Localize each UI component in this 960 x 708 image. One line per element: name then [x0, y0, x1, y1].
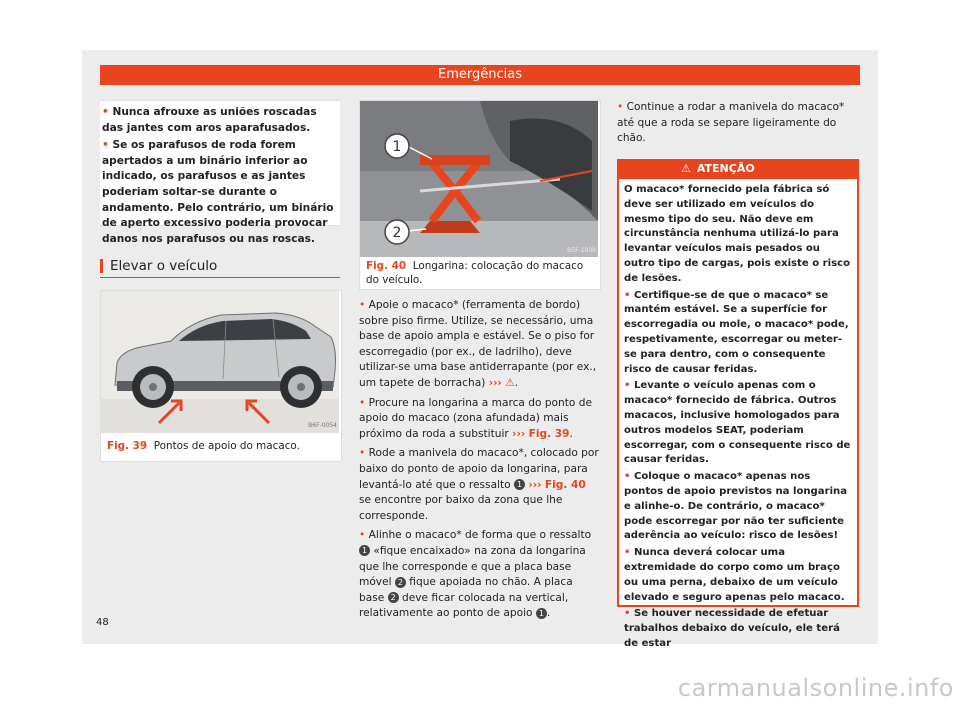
figure-caption: Fig. 39 Pontos de apoio do macaco. — [107, 440, 300, 452]
bullet-icon: • — [624, 471, 634, 483]
warning-triangle-icon: ⚠ — [505, 376, 515, 389]
warning-intro: O macaco* fornecido pela fábrica só deve ser utilizado em veículos do mesmo tipo do seu. Não deve em circunstância nenhuma utilizá-lo para levantar veículos mais pesados ou outro tipo de cargas, pois existe o risco de lesões. — [624, 184, 851, 284]
warning-item: • Levante o veículo apenas com o macaco* fornecido de fábrica. Outros macacos, inclusive homologados para outros modelos SEAT, poderiam escorregar, com o consequente risco de causar feridas. — [624, 380, 851, 466]
bullet-icon: • — [624, 380, 634, 392]
callout-number: 1 — [536, 608, 547, 619]
middle-text — [359, 298, 601, 622]
bullet-icon: • — [102, 106, 113, 118]
figure-link[interactable]: Fig. 40 — [544, 478, 586, 491]
callout-number: 1 — [359, 545, 370, 556]
bullet-icon: • — [624, 608, 634, 620]
figure-link[interactable]: Fig. 39 — [528, 427, 570, 440]
warning-box — [617, 179, 859, 649]
figure-caption: Fig. 40 Longarina: colocação do macaco do veículo. — [366, 260, 584, 286]
warning-triangle-icon: ⚠ — [681, 162, 691, 175]
callout-1-label: 1 — [392, 139, 402, 155]
callout-number: 2 — [388, 592, 399, 603]
bullet-icon: • — [102, 139, 113, 152]
left-note-box — [100, 100, 340, 245]
bullet-icon: • — [359, 529, 369, 542]
callout-number: 1 — [514, 479, 525, 490]
figure-code: B6F-0054 — [308, 422, 337, 429]
note-item: • Se os parafusos de roda forem apertados a um binário inferior ao indicado, os parafusos e as jantes poderiam soltar-se durante o andamento. Pelo contrário, um binário de aperto excessivo poderia provocar danos nos parafusos ou nas roscas. — [102, 139, 334, 245]
bullet-icon: • — [624, 547, 634, 559]
warning-item: • Coloque o macaco* apenas nos pontos de apoio previstos na longarina e alinhe-o. De contrário, o macaco* pode escorregar por não ter suficiente aderência ao veículo: risco de lesões! — [624, 471, 848, 542]
warning-item: • Se houver necessidade de efetuar trabalhos debaixo do veículo, ele terá de estar — [624, 608, 840, 649]
title-marker — [100, 259, 103, 273]
step-paragraph: • Apoie o macaco* (ferramenta de bordo) sobre piso firme. Utilize, se necessário, uma base de apoio ampla e estável. Se o piso for escorregadio (por ex., de ladrilho), deve utilizar-se uma base antiderrapante (por ex., um tapete de borracha) ››› ⚠. — [359, 299, 597, 389]
section-header: Emergências — [100, 65, 860, 85]
car-side-illustration — [101, 291, 339, 433]
ref-arrows: ››› — [512, 427, 526, 440]
step-paragraph: • Alinhe o macaco* de forma que o ressalto 1 «fique encaixado» na zona da longarina que lhe corresponde e que a placa base móvel 2 fique apoiada no chão. A placa base 2 deve ficar colocada na vertical, relativamente ao ponto de apoio 1 . — [359, 529, 592, 620]
bullet-icon: • — [617, 101, 627, 113]
section-title: Elevar o veículo — [100, 257, 340, 278]
callout-number: 2 — [395, 577, 406, 588]
callout-2-label: 2 — [392, 225, 402, 241]
ref-arrows: ››› — [528, 478, 542, 491]
ref-arrows: ››› — [488, 376, 502, 389]
page-number: 48 — [96, 617, 109, 628]
figure-39 — [100, 290, 342, 462]
watermark: carmanualsonline.info — [677, 674, 954, 702]
bullet-icon: • — [359, 396, 369, 409]
warning-item: • Certifique-se de que o macaco* se mantém estável. Se a superfície for escorregadia ou mole, o macaco* pode, respetivamente, escorregar ou meter-se para dentro, com o consequente risco de causar feridas. — [624, 289, 849, 375]
bullet-icon: • — [359, 299, 369, 311]
note-item: • Nunca afrouxe as uniões roscadas das jantes com aros aparafusados. — [102, 106, 317, 134]
jack-illustration — [360, 101, 598, 257]
step-paragraph: • Procure na longarina a marca do ponto de apoio do macaco (zona afundada) mais próximo da roda a substituir ››› Fig. 39. — [359, 396, 592, 440]
bullet-icon: • — [359, 447, 369, 460]
figure-code: B5F-1030 — [567, 247, 596, 254]
bullet-icon: • — [624, 289, 634, 301]
figure-40 — [359, 100, 601, 290]
step-paragraph: • Continue a rodar a manivela do macaco* até que a roda se separe ligeiramente do chão. — [617, 101, 845, 145]
right-text — [617, 100, 857, 147]
step-paragraph: • Rode a manivela do macaco*, colocado por baixo do ponto de apoio da longarina, para levantá-lo até que o ressalto 1 ››› Fig. 40 se encontre por baixo da zona que lhe corresponde. — [359, 447, 599, 522]
warning-header: ⚠ ATENÇÃO — [617, 159, 859, 179]
warning-item: • Nunca deverá colocar uma extremidade do corpo como um braço ou uma perna, debaixo de um veículo elevado e seguro apenas pelo macaco. — [624, 547, 845, 603]
